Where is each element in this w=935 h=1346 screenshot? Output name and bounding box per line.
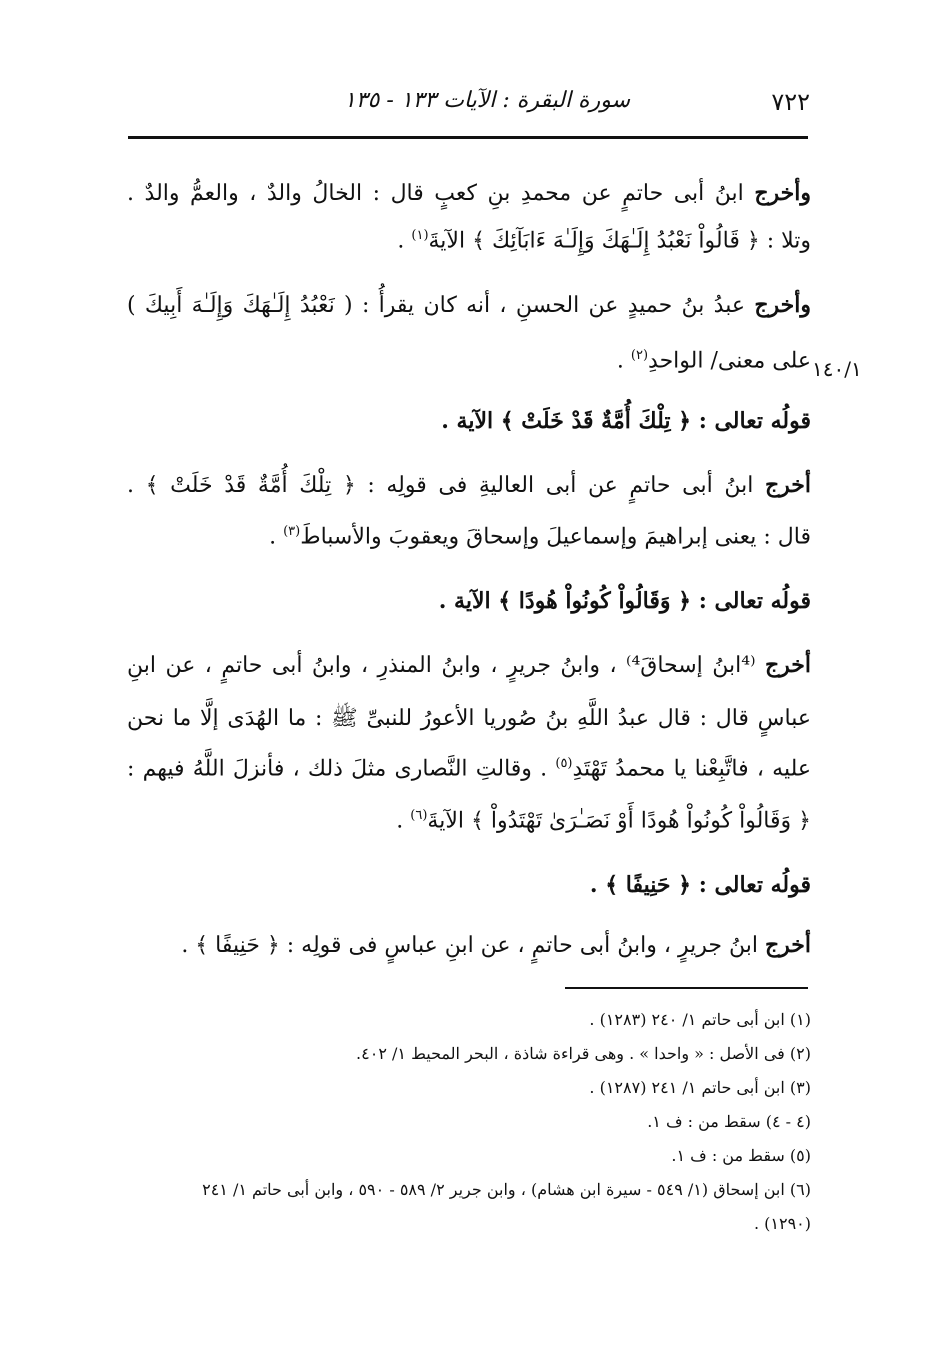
- header-rule: [128, 136, 808, 139]
- verse-heading: قولُه تعالى : ﴿ حَنِيفًا ﴾ .: [589, 872, 811, 898]
- text-line: وأخرج ابنُ أبى حاتمٍ عن محمدِ بنِ كعبٍ قال : الخالُ والدٌ ، والعمُّ والدٌ .: [127, 180, 811, 206]
- text-line: ﴿ وَقَالُواْ كُونُواْ هُودًا أَوْ نَصَـٰرَىٰ تَهْتَدُواْ ﴾ الآيةَ$^{(٦)}$ .: [396, 808, 811, 834]
- text-line: على معنى/ الواحدِ$^{(٢)}$ .: [616, 348, 811, 374]
- footnote: (٤ - ٤) سقط من : ف ١.: [647, 1112, 811, 1131]
- text-line: وتلا : ﴿ قَالُواْ نَعْبُدُ إِلَـٰهَكَ وَإِلَـٰهَ ءَابَآئِكَ ﴾ الآيةَ$^{(١)}$ .: [397, 228, 811, 254]
- page-header: [128, 88, 810, 128]
- margin-note: ١٤٠/١: [812, 357, 862, 381]
- footnote: (٣) ابن أبى حاتم ١/ ٢٤١ (١٢٨٧) .: [589, 1078, 811, 1097]
- footnote: (١) ابن أبى حاتم ١/ ٢٤٠ (١٢٨٣) .: [589, 1010, 811, 1029]
- footnote: (٥) سقط من : ف ١.: [671, 1146, 811, 1165]
- footnote: (٢) فى الأصل : « واحدا » . وهى قراءة شاذة ، البحر المحيط ١/ ٤٠٢.: [356, 1044, 811, 1063]
- text-line: عليه ، فاتَّبِعْنا يا محمدُ تَهْتَدِ$^{(٥)}$ . وقالتِ النَّصارى مثلَ ذلك ، فأنزلَ اللَّهُ فيهم :: [127, 756, 812, 782]
- text-line: وأخرج عبدُ بنُ حميدٍ عن الحسنِ ، أنه كان يقرأُ : ( نَعْبُدُ إِلَـٰهَكَ وَإِلَـٰهَ أَبِيكَ ): [127, 292, 811, 318]
- text-line: أخرج ابنُ أبى حاتمٍ عن أبى العاليةِ فى قولِه : ﴿ تِلْكَ أُمَّةٌ قَدْ خَلَتْ ﴾ .: [127, 472, 811, 498]
- footnote: (٦) ابن إسحاق (١/ ٥٤٩ - سيرة ابن هشام) ، وابن جرير ٢/ ٥٨٩ - ٥٩٠ ، وابن أبى حاتم ١/ ٢٤١: [202, 1180, 811, 1199]
- verse-heading: قولُه تعالى : ﴿ وَقَالُواْ كُونُواْ هُودًا ﴾ الآية .: [438, 588, 811, 614]
- text-line: أخرج ابنُ جريرٍ ، وابنُ أبى حاتمٍ ، عن ابنِ عباسٍ فى قولِه : ﴿ حَنِيفًا ﴾ .: [181, 932, 811, 958]
- page-number: ٧٢٢: [771, 88, 810, 116]
- footnote-rule: [565, 987, 808, 989]
- text-line: عباسٍ قال : قال عبدُ اللَّهِ بنُ صُوريا الأعورُ للنبىِّ ﷺ : ما الهُدَى إلَّا ما نحن: [127, 706, 811, 731]
- text-line: قال : يعنى إبراهيمَ وإسماعيلَ وإسحاقَ ويعقوبَ والأسباطَ$^{(٣)}$ .: [269, 524, 811, 550]
- footnote: (١٢٩٠) .: [753, 1214, 811, 1233]
- running-title: سورة البقرة : الآيات ١٣٣ - ١٣٥: [343, 88, 630, 113]
- text-line: أخرج ⁽⁴ابنُ إسحاقَ⁴⁾ ، وابنُ جريرٍ ، وابنُ المنذرِ ، وابنُ أبى حاتمٍ ، عن ابنِ: [127, 652, 811, 678]
- verse-heading: قولُه تعالى : ﴿ تِلْكَ أُمَّةٌ قَدْ خَلَتْ ﴾ الآية .: [441, 408, 811, 434]
